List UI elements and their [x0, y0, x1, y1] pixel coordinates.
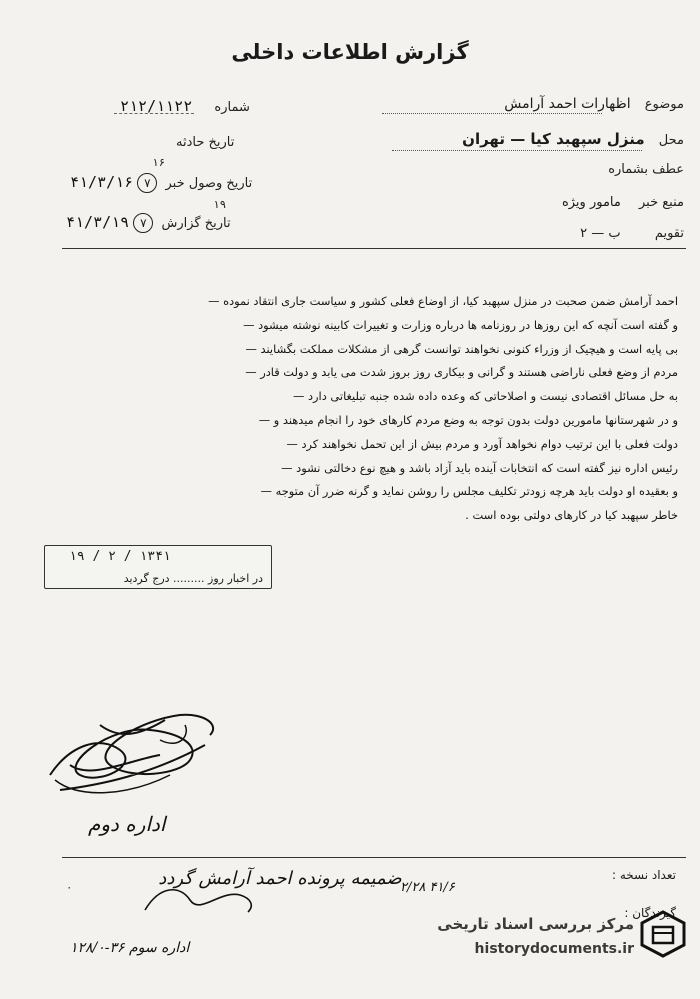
- handwritten-dot: ۰: [66, 880, 73, 894]
- subject-line: [382, 113, 602, 114]
- number-dotted-line: [114, 113, 194, 114]
- source-row: [562, 195, 684, 210]
- subject-label: موضوع: [644, 97, 684, 112]
- body-line: و بعقیده او دولت باید هرچه زودتر تکلیف مجلس را روشن نماید و گرنه ضرر آن متوجه —: [260, 484, 678, 499]
- handwritten-side-numbers: ۲/۲۸ ۴۱/۶: [400, 880, 455, 895]
- archive-logo-icon: [638, 909, 688, 959]
- body-line: احمد آرامش ضمن صحبت در منزل سپهبد کیا، از اوضاع فعلی کشور و سیاست جاری انتقاد نموده —: [208, 294, 678, 308]
- report-date-value: ۴۱/۳/۱۹: [66, 213, 130, 231]
- incident-date-label: تاریخ حادثه: [176, 135, 235, 150]
- news-date-circled: ۷: [137, 173, 157, 193]
- body-line: مردم از وضع فعلی ناراضی هستند و گرانی و بیکاری روز بروز شدت می یابد و دولت قادر —: [245, 365, 678, 380]
- place-row: [462, 130, 684, 148]
- watermark-org-name: مرکز بررسی اسناد تاریخی: [437, 915, 634, 933]
- body-line: و گفته است آنچه که این روزها در روزنامه ها درباره وزارت و تغییرات کابینه نوشته میشود —: [243, 317, 678, 332]
- report-date-label: تاریخ گزارش: [161, 216, 231, 231]
- report-date-row: [66, 213, 231, 233]
- incident-date-row: [176, 135, 234, 150]
- ref-label: عطف بشماره: [608, 162, 684, 177]
- header-divider: [62, 248, 686, 249]
- archive-watermark: [392, 901, 692, 991]
- grade-value: ب — ۲: [580, 226, 621, 241]
- report-body: [58, 290, 678, 528]
- stamp-text: در اخبار روز ......... درج گردید: [123, 572, 263, 585]
- stamp-date: ۱۳۴۱ / ۲ / ۱۹: [69, 549, 171, 564]
- body-line: رئیس اداره نیز گفته است که انتخابات آینده باید آزاد باشد و هیچ نوع دخالتی نشود —: [281, 460, 678, 475]
- watermark-url[interactable]: historydocuments.ir: [474, 941, 634, 957]
- place-value: منزل سپهبد کیا — تهران: [462, 130, 645, 148]
- body-line: و در شهرستانها مامورین دولت بدون توجه به وضع مردم کارهای خود را انجام میدهند و —: [258, 412, 678, 427]
- handwritten-signature-note: ضمیمه پرونده احمد آرامش گردد: [158, 868, 402, 889]
- body-line: بی پایه است و هیچیک از وزراء کنونی نخواهند توانست گرهی از مشکلات مملکت بگشایند —: [245, 341, 678, 356]
- ref-row: [608, 162, 684, 177]
- body-line: خاطر سپهبد کیا در کارهای دولتی بوده است .: [465, 508, 678, 523]
- body-line: دولت فعلی با این ترتیب دوام نخواهد آورد و مردم بیش از این تحمل نخواهند کرد —: [286, 436, 678, 451]
- document-title: گزارش اطلاعات داخلی: [231, 40, 469, 64]
- report-date-sup: ۱۹: [213, 198, 227, 211]
- handwritten-reference: اداره سوم ۳۶-۱۲۸/۰: [70, 940, 190, 956]
- recipients-label: گیرندگان :: [624, 906, 676, 920]
- place-label: محل: [658, 133, 684, 148]
- date-stamp: [44, 545, 272, 589]
- body-line: به حل مسائل اقتصادی نیست و اصلاحاتی که وعده داده شده جنبه تبلیغاتی دارد —: [292, 389, 678, 404]
- place-line: [392, 150, 642, 151]
- footer-divider: [62, 857, 686, 858]
- grade-row: [580, 226, 684, 241]
- report-date-circled: ۷: [133, 213, 153, 233]
- news-date-value: ۴۱/۳/۱۶: [70, 173, 134, 191]
- number-label: شماره: [214, 100, 250, 115]
- handwritten-annotation: اداره دوم: [88, 812, 166, 836]
- news-date-row: [70, 173, 252, 193]
- number-value: ۲۱۲/۱۱۲۲: [120, 97, 193, 115]
- grade-label: تقویم: [654, 226, 684, 241]
- signature-flourish-icon: [140, 880, 260, 920]
- news-date-label: تاریخ وصول خبر: [165, 176, 253, 191]
- source-value: مامور ویژه: [561, 195, 621, 210]
- subject-row: [504, 96, 684, 112]
- news-date-sup: ۱۶: [152, 156, 166, 169]
- signature-scribble-icon: [40, 705, 230, 805]
- source-label: منبع خبر: [639, 195, 684, 210]
- copies-label: تعداد نسخه :: [611, 868, 676, 882]
- subject-value: اظهارات احمد آرامش: [504, 96, 631, 112]
